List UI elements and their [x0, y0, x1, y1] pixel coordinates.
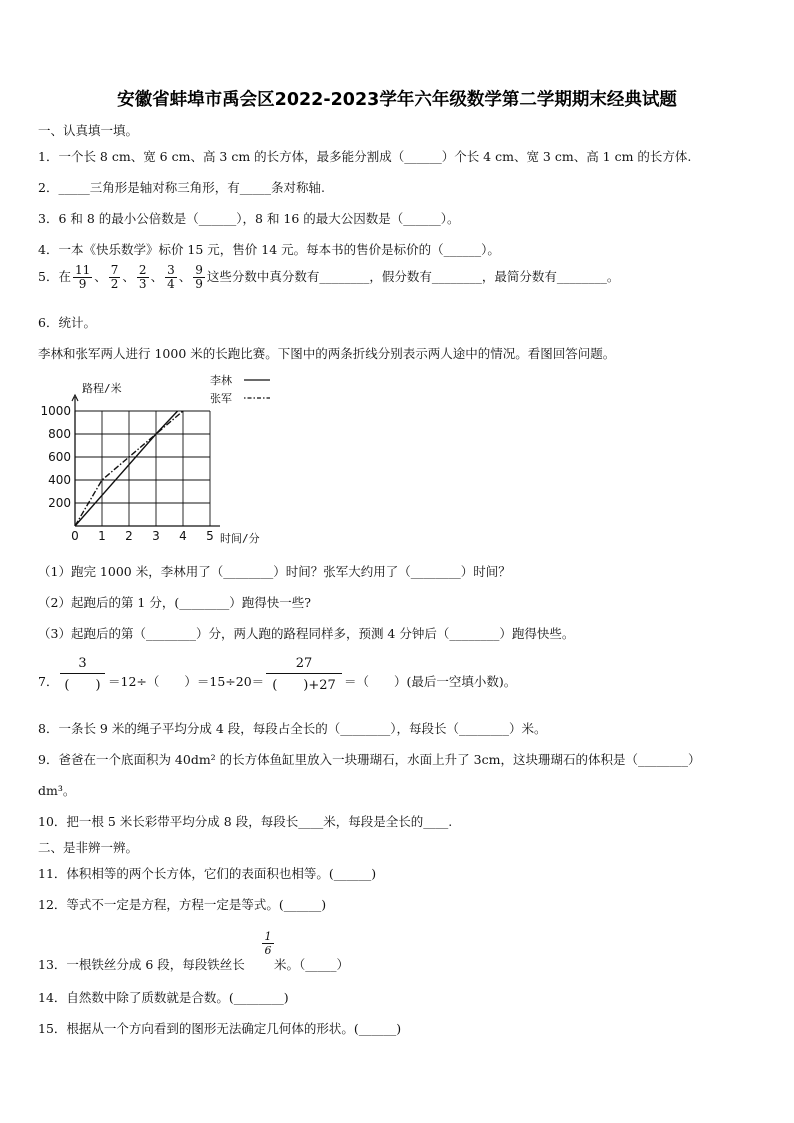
question-text: 一个长 8 cm、宽 6 cm、高 3 cm 的长方体，最多能分割成（______）个长 4 cm、宽 3 cm、高 1 cm 的长方体.	[58, 149, 692, 164]
separator: 、	[150, 269, 164, 285]
y-tick-label: 800	[48, 427, 71, 441]
question-number: 3．	[38, 211, 59, 226]
question-text: 把一根 5 米长彩带平均分成 8 段，每段长____米，每段是全长的____.	[66, 814, 453, 829]
question-6	[38, 313, 96, 331]
denominator: 2	[110, 277, 119, 292]
x-tick-label: 1	[98, 529, 106, 543]
question-8	[38, 719, 547, 737]
y-tick-label: 400	[48, 473, 71, 487]
question-text: 一条长 9 米的绳子平均分成 4 段，每段占全长的（________），每段长（________）米。	[58, 721, 547, 736]
chart-grid	[72, 395, 220, 526]
y-tick-label: 600	[48, 450, 71, 464]
fraction	[73, 264, 92, 291]
question-6-sub2: （2）起跑后的第 1 分，(________）跑得快一些?	[38, 595, 311, 610]
fraction-2-denominator: ( )+27	[272, 678, 336, 693]
fraction	[193, 264, 205, 291]
question-number: 15．	[38, 1021, 67, 1036]
denominator: 4	[167, 277, 175, 292]
x-axis-label: 时间/分	[220, 532, 260, 545]
question-number: 12．	[38, 897, 67, 912]
question-6-intro: 李林和张军两人进行 1000 米的长跑比赛。下图中的两条折线分别表示两人途中的情况。看图回答问题。	[38, 346, 616, 361]
fraction-2	[266, 656, 342, 693]
question-number: 14．	[38, 990, 67, 1005]
numerator: 11	[74, 263, 91, 277]
denominator: 9	[195, 277, 203, 292]
question-text: 一根铁丝分成 6 段，每段铁丝长	[66, 957, 245, 972]
x-tick-label: 5	[206, 529, 214, 543]
fraction	[137, 264, 149, 291]
series-line-lilin	[75, 411, 178, 526]
denominator: 9	[78, 277, 87, 292]
question-text: _____三角形是轴对称三角形，有_____条对称轴.	[58, 180, 325, 195]
question-7-number: 7．	[38, 674, 59, 689]
question-number: 13．	[38, 957, 67, 972]
x-tick-label: 2	[125, 529, 133, 543]
question-9-line2: dm³。	[38, 783, 76, 798]
question-text: 这些分数中真分数有________，假分数有________，最简分数有________。	[206, 269, 620, 285]
numerator: 2	[138, 263, 147, 277]
question-7-tail: ＝（ ）(最后一空填小数)。	[344, 674, 517, 689]
question-13	[38, 955, 245, 973]
fraction	[109, 264, 121, 291]
question-13-fraction	[262, 930, 274, 957]
question-text: 自然数中除了质数就是合数。(________)	[66, 990, 289, 1005]
question-9	[38, 750, 700, 768]
question-text: 爸爸在一个底面积为 40dm² 的长方体鱼缸里放入一块珊瑚石，水面上升了 3cm，这块珊瑚石的体积是（________）	[58, 752, 701, 767]
question-number: 6．	[38, 315, 59, 330]
numerator: 9	[195, 263, 203, 277]
question-1	[38, 147, 691, 165]
question-6-sub3: （3）起跑后的第（________）分，两人跑的路程同样多，预测 4 分钟后（________）跑得快些。	[38, 626, 575, 641]
separator: 、	[94, 269, 107, 285]
question-6-sub1: （1）跑完 1000 米，李林用了（________）时间？张军大约用了（________）时间？	[38, 564, 511, 579]
question-2	[38, 178, 325, 196]
question-number: 10．	[38, 814, 67, 829]
legend-label-zhangjun: 张军	[210, 392, 232, 405]
question-number: 5．	[38, 269, 59, 285]
question-14	[38, 988, 289, 1006]
question-11	[38, 864, 376, 882]
y-axis-label: 路程/米	[82, 382, 122, 395]
question-3	[38, 209, 460, 227]
fraction-1	[60, 656, 105, 693]
question-text: 一本《快乐数学》标价 15 元，售价 14 元。每本书的售价是标价的（______）。	[58, 242, 500, 257]
fraction-denominator: 6	[264, 944, 272, 957]
separator: 、	[122, 269, 135, 285]
fraction-numerator: 1	[262, 930, 274, 944]
question-5	[38, 264, 619, 291]
question-text: 6 和 8 的最小公倍数是（______），8 和 16 的最大公因数是（______）。	[58, 211, 460, 226]
chart-ticks	[40, 404, 213, 543]
x-tick-label: 4	[179, 529, 187, 543]
question-text: 体积相等的两个长方体，它们的表面积也相等。(______)	[66, 866, 377, 881]
question-number: 1．	[38, 149, 59, 164]
section-heading-1: 一、认真填一填。	[38, 123, 139, 138]
fraction-2-numerator: 27	[295, 656, 313, 671]
question-number: 4．	[38, 242, 59, 257]
chart-legend	[210, 373, 270, 405]
section-heading-2: 二、是非辨一辨。	[38, 840, 139, 855]
separator: 、	[178, 269, 192, 285]
fraction-1-denominator: ( )	[64, 678, 101, 693]
question-13-tail: 米。（_____）	[274, 957, 350, 972]
question-7-middle: ＝12÷（ ）＝15÷20＝	[108, 674, 265, 689]
denominator: 3	[138, 277, 147, 292]
page-title: 安徽省蚌埠市禹会区2022-2023学年六年级数学第二学期期末经典试题	[117, 90, 677, 110]
question-number: 11．	[38, 866, 67, 881]
question-text: 根据从一个方向看到的图形无法确定几何体的形状。(______)	[66, 1021, 402, 1036]
numerator: 7	[110, 263, 119, 277]
question-prefix: 在	[58, 269, 71, 285]
question-4	[38, 240, 500, 258]
y-tick-label: 1000	[40, 404, 71, 418]
question-10	[38, 812, 452, 830]
question-text: 等式不一定是方程，方程一定是等式。(______)	[66, 897, 327, 912]
question-15	[38, 1019, 401, 1037]
fraction-1-numerator: 3	[78, 656, 87, 671]
question-label: 统计。	[58, 315, 96, 330]
fraction	[165, 264, 177, 291]
question-12	[38, 895, 326, 913]
question-number: 2．	[38, 180, 59, 195]
question-number: 9．	[38, 752, 59, 767]
question-number: 8．	[38, 721, 59, 736]
numerator: 3	[167, 263, 175, 277]
x-tick-label: 3	[152, 529, 160, 543]
y-tick-label: 200	[48, 496, 71, 510]
legend-label-lilin: 李林	[210, 374, 232, 387]
line-chart	[30, 368, 290, 550]
x-tick-label: 0	[71, 529, 79, 543]
